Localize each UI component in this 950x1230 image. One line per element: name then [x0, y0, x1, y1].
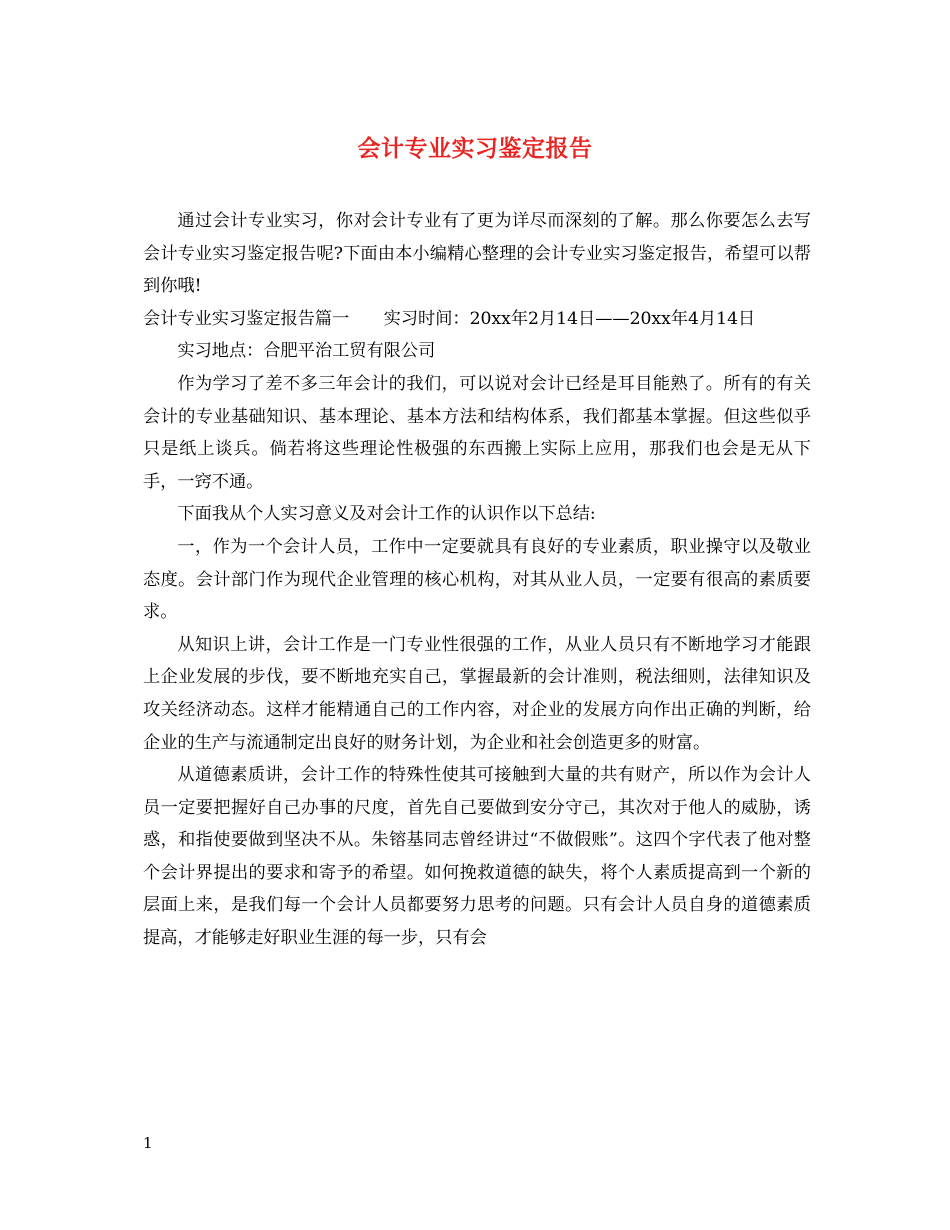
paragraph-knowledge: 从知识上讲，会计工作是一门专业性很强的工作，从业人员只有不断地学习才能跟上企业发展的步伐，要不断地充实自己，掌握最新的会计准则，税法细则，法律知识及攻关经济动态。这样才能精通自己的工作内容，对企业的发展方向作出正确的判断，给企业的生产与流通制定出良好的财务计划，为企业和社会创造更多的财富。	[143, 634, 811, 753]
paragraph-point-one: 一，作为一个会计人员，工作中一定要就具有良好的专业素质，职业操守以及敬业态度。会计部门作为现代企业管理的核心机构，对其从业人员，一定要有很高的素质要求。	[143, 536, 811, 623]
document-title: 会计专业实习鉴定报告	[357, 136, 593, 162]
page-number: 1	[143, 1134, 153, 1152]
paragraph-intro: 通过会计专业实习，你对会计专业有了更为详尽而深刻的了解。那么你要怎么去写会计专业实习鉴定报告呢?下面由本小编精心整理的会计专业实习鉴定报告，希望可以帮到你哦!	[143, 211, 811, 297]
paragraph-summary-intro: 下面我从个人实习意义及对会计工作的认识作以下总结:	[177, 504, 596, 525]
paragraph-ethics: 从道德素质讲，会计工作的特殊性使其可接触到大量的共有财产，所以作为会计人员一定要把握好自己办事的尺度，首先自己要做到安分守己，其次对于他人的威胁，诱惑，和指使要做到坚决不从。朱镕基同志曾经讲过“不做假账”。这四个字代表了他对整个会计界提出的要求和寄予的希望。如何挽救道德的缺失，将个人素质提高到一个新的层面上来，是我们每一个会计人员都要努力思考的问题。只有会计人员自身的道德素质提高，才能够走好职业生涯的每一步，只有会	[143, 765, 811, 949]
paragraph-body: 作为学习了差不多三年会计的我们，可以说对会计已经是耳目能熟了。所有的有关会计的专业基础知识、基本理论、基本方法和结构体系，我们都基本掌握。但这些似乎只是纸上谈兵。倘若将这些理论性极强的东西搬上实际上应用，那我们也会是无从下手，一窍不通。	[143, 373, 811, 492]
paragraph-location: 实习地点：合肥平治工贸有限公司	[177, 341, 436, 362]
document-body	[143, 205, 811, 955]
paragraph-section-heading: 会计专业实习鉴定报告篇一 实习时间：20xx年2月14日——20xx年4月14日	[143, 308, 756, 329]
